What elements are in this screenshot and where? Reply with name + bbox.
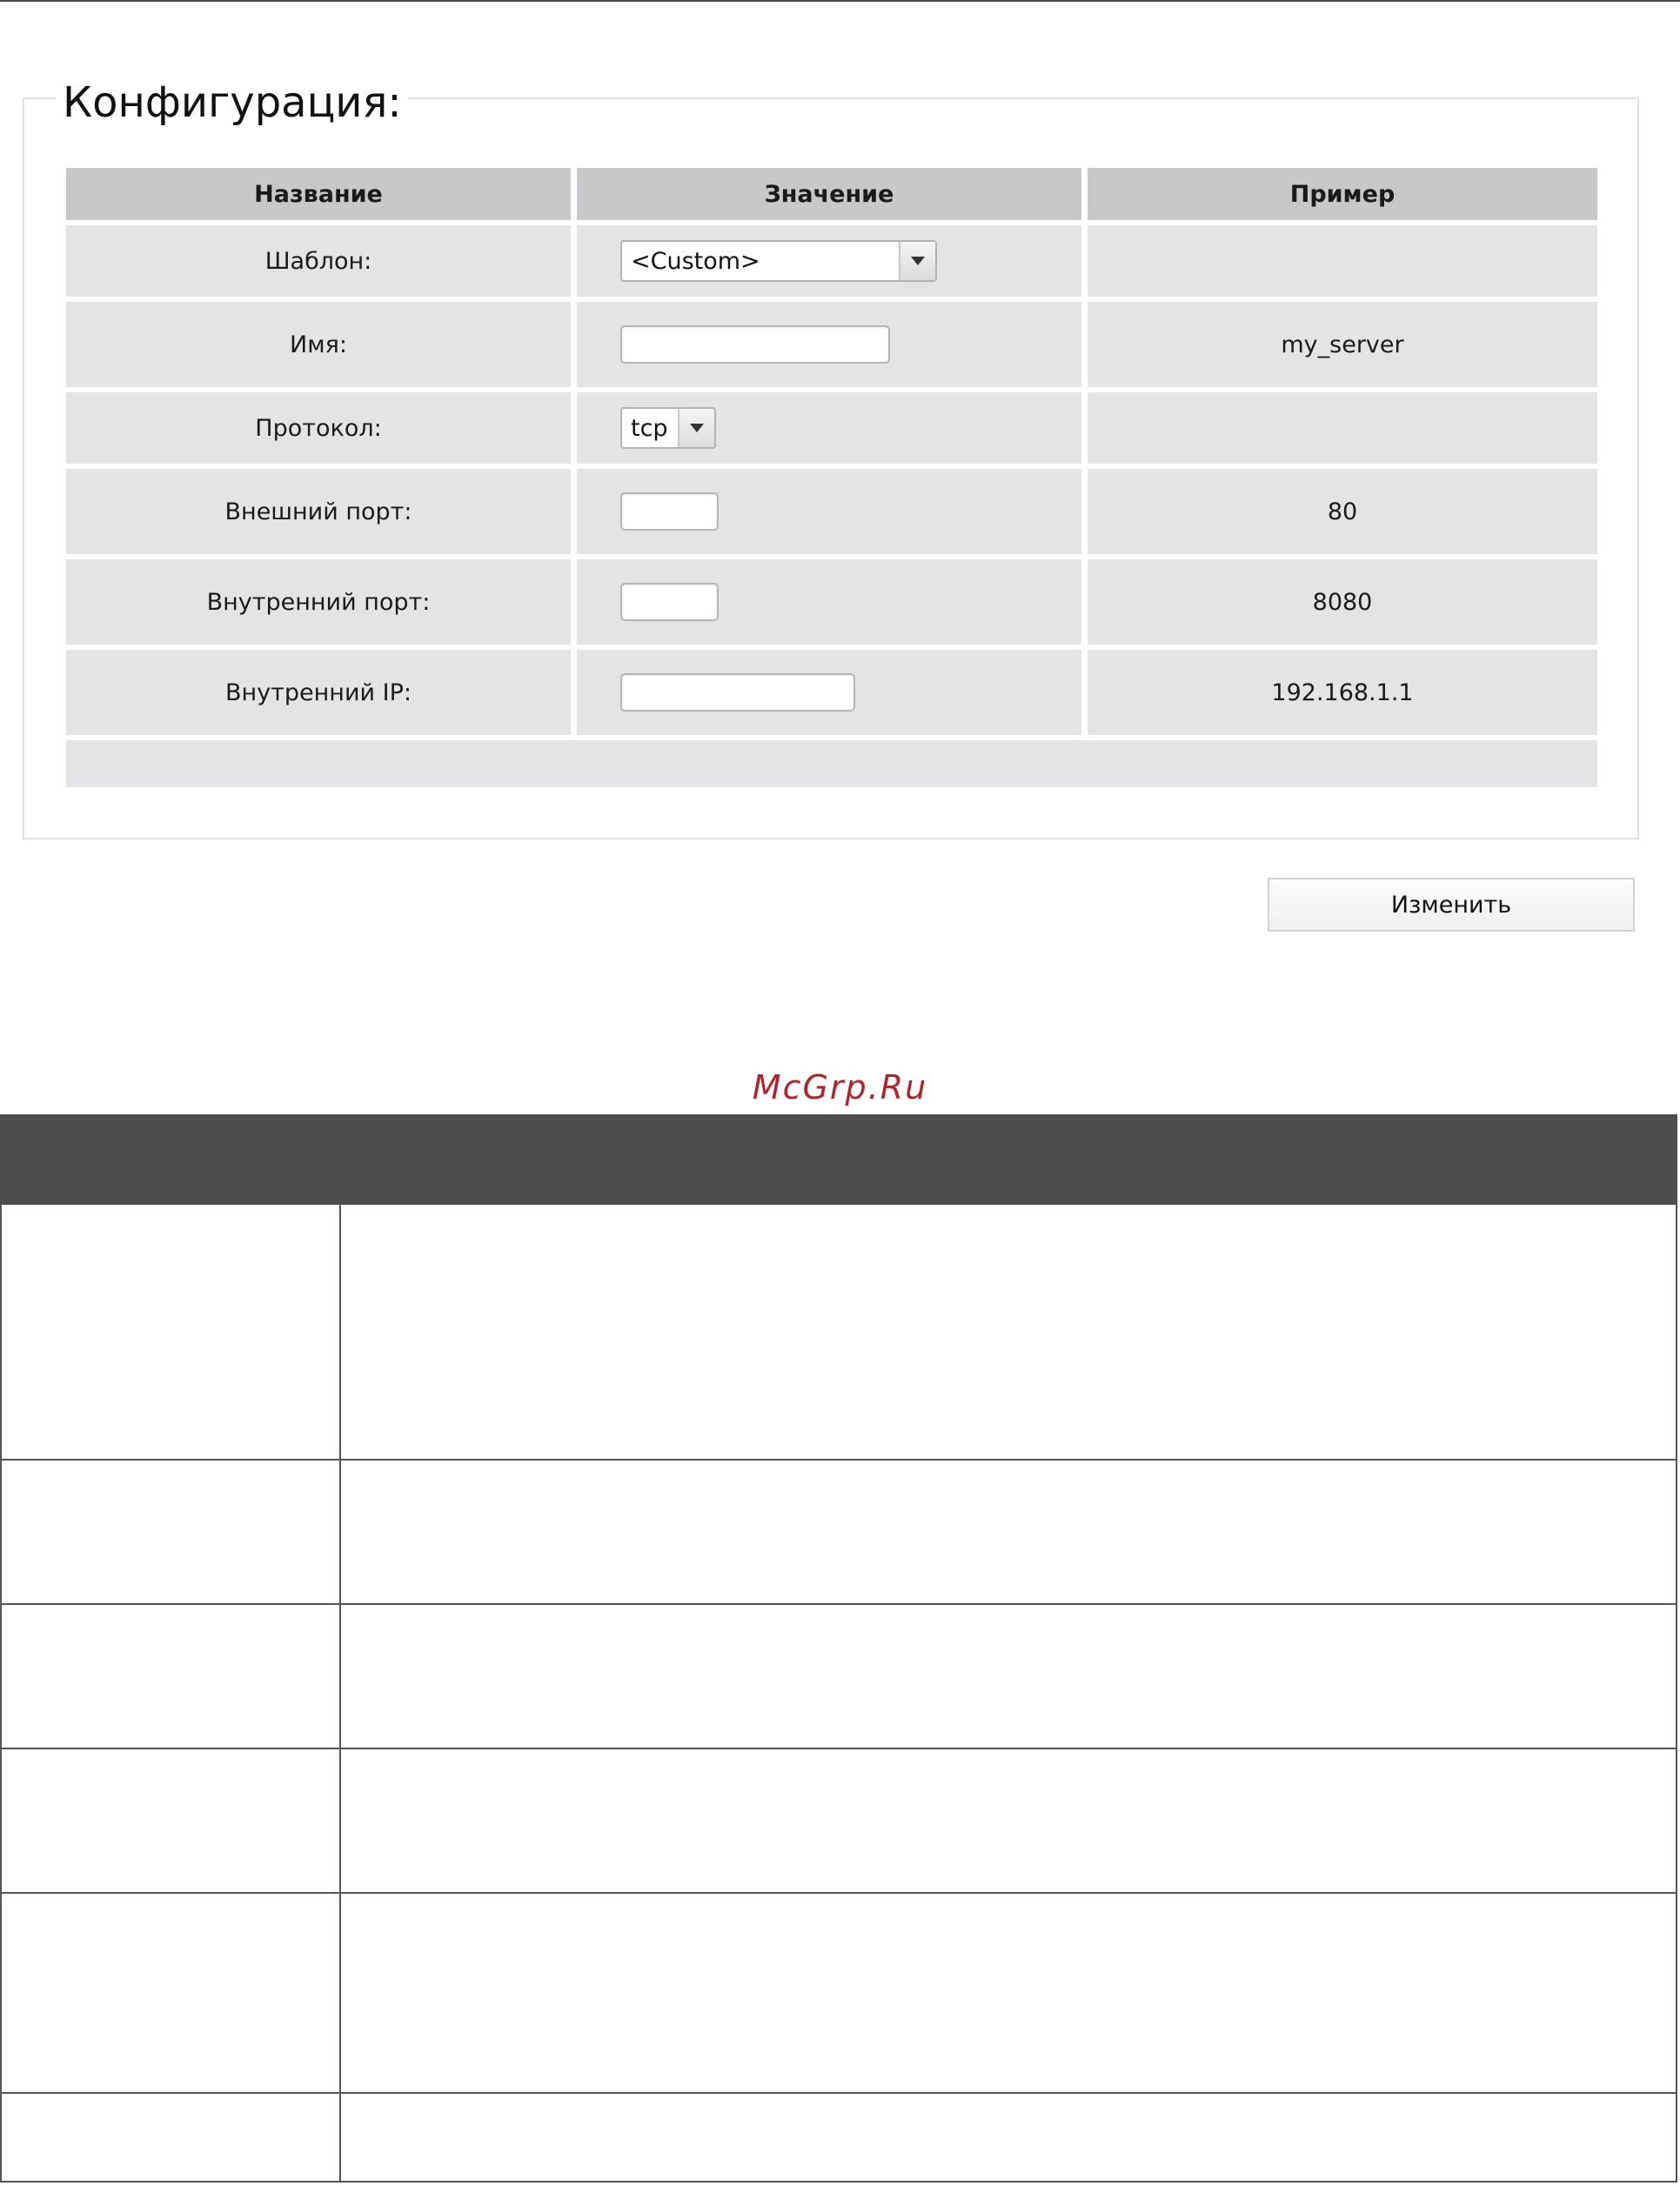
table-row (2, 1205, 1676, 1461)
change-button[interactable]: Изменить (1268, 878, 1635, 932)
doc-cell-description (341, 1894, 1676, 2092)
template-select-value: <Custom> (631, 247, 760, 275)
table-row-internal-ip (66, 650, 1597, 735)
header-value: Значение (577, 168, 1081, 220)
row-label: Имя: (66, 302, 571, 387)
doc-cell-term (2, 2094, 341, 2181)
template-select[interactable] (620, 240, 937, 282)
doc-cell-description (341, 1749, 1676, 1892)
table-row (2, 1461, 1676, 1605)
doc-table (0, 1205, 1677, 2183)
table-row-template (66, 225, 1597, 297)
external-port-input[interactable] (620, 492, 719, 531)
row-label: Внешний порт: (66, 469, 571, 554)
doc-cell-term (2, 1605, 341, 1748)
doc-cell-description (341, 1605, 1676, 1748)
config-table (66, 168, 1597, 787)
table-row (2, 2094, 1676, 2183)
row-label: Шаблон: (66, 225, 571, 297)
table-row (2, 1749, 1676, 1894)
row-example: 192.168.1.1 (1088, 650, 1597, 735)
watermark: McGrp.Ru (752, 1068, 928, 1106)
table-row-external-port (66, 469, 1597, 554)
doc-cell-term (2, 1461, 341, 1603)
header-name: Название (66, 168, 571, 220)
row-example: 80 (1088, 469, 1597, 554)
internal-ip-input[interactable] (620, 673, 855, 712)
table-row-name (66, 302, 1597, 387)
config-table-footer (66, 740, 1597, 787)
protocol-select[interactable] (620, 407, 716, 449)
row-label: Внутренний IP: (66, 650, 571, 735)
doc-cell-term (2, 1749, 341, 1892)
config-table-header (66, 168, 1597, 220)
row-example: 8080 (1088, 559, 1597, 645)
doc-table-header (0, 1114, 1677, 1205)
top-rule (0, 0, 1680, 2)
row-example (1088, 392, 1597, 464)
protocol-select-value: tcp (631, 414, 668, 442)
row-example (1088, 225, 1597, 297)
table-row-protocol (66, 392, 1597, 464)
doc-cell-description (341, 1461, 1676, 1603)
doc-cell-description (341, 2094, 1676, 2181)
row-label: Внутренний порт: (66, 559, 571, 645)
internal-port-input[interactable] (620, 583, 719, 621)
row-label: Протокол: (66, 392, 571, 464)
chevron-down-icon[interactable] (678, 409, 714, 447)
table-row (2, 1894, 1676, 2094)
chevron-down-icon[interactable] (899, 242, 935, 280)
header-example: Пример (1088, 168, 1597, 220)
table-row (2, 1605, 1676, 1749)
doc-cell-term (2, 1894, 341, 2092)
row-example: my_server (1088, 302, 1597, 387)
doc-cell-term (2, 1205, 341, 1459)
doc-cell-description (341, 1205, 1676, 1459)
config-legend: Конфигурация: (56, 75, 408, 130)
name-input[interactable] (620, 325, 890, 364)
table-row-internal-port (66, 559, 1597, 645)
